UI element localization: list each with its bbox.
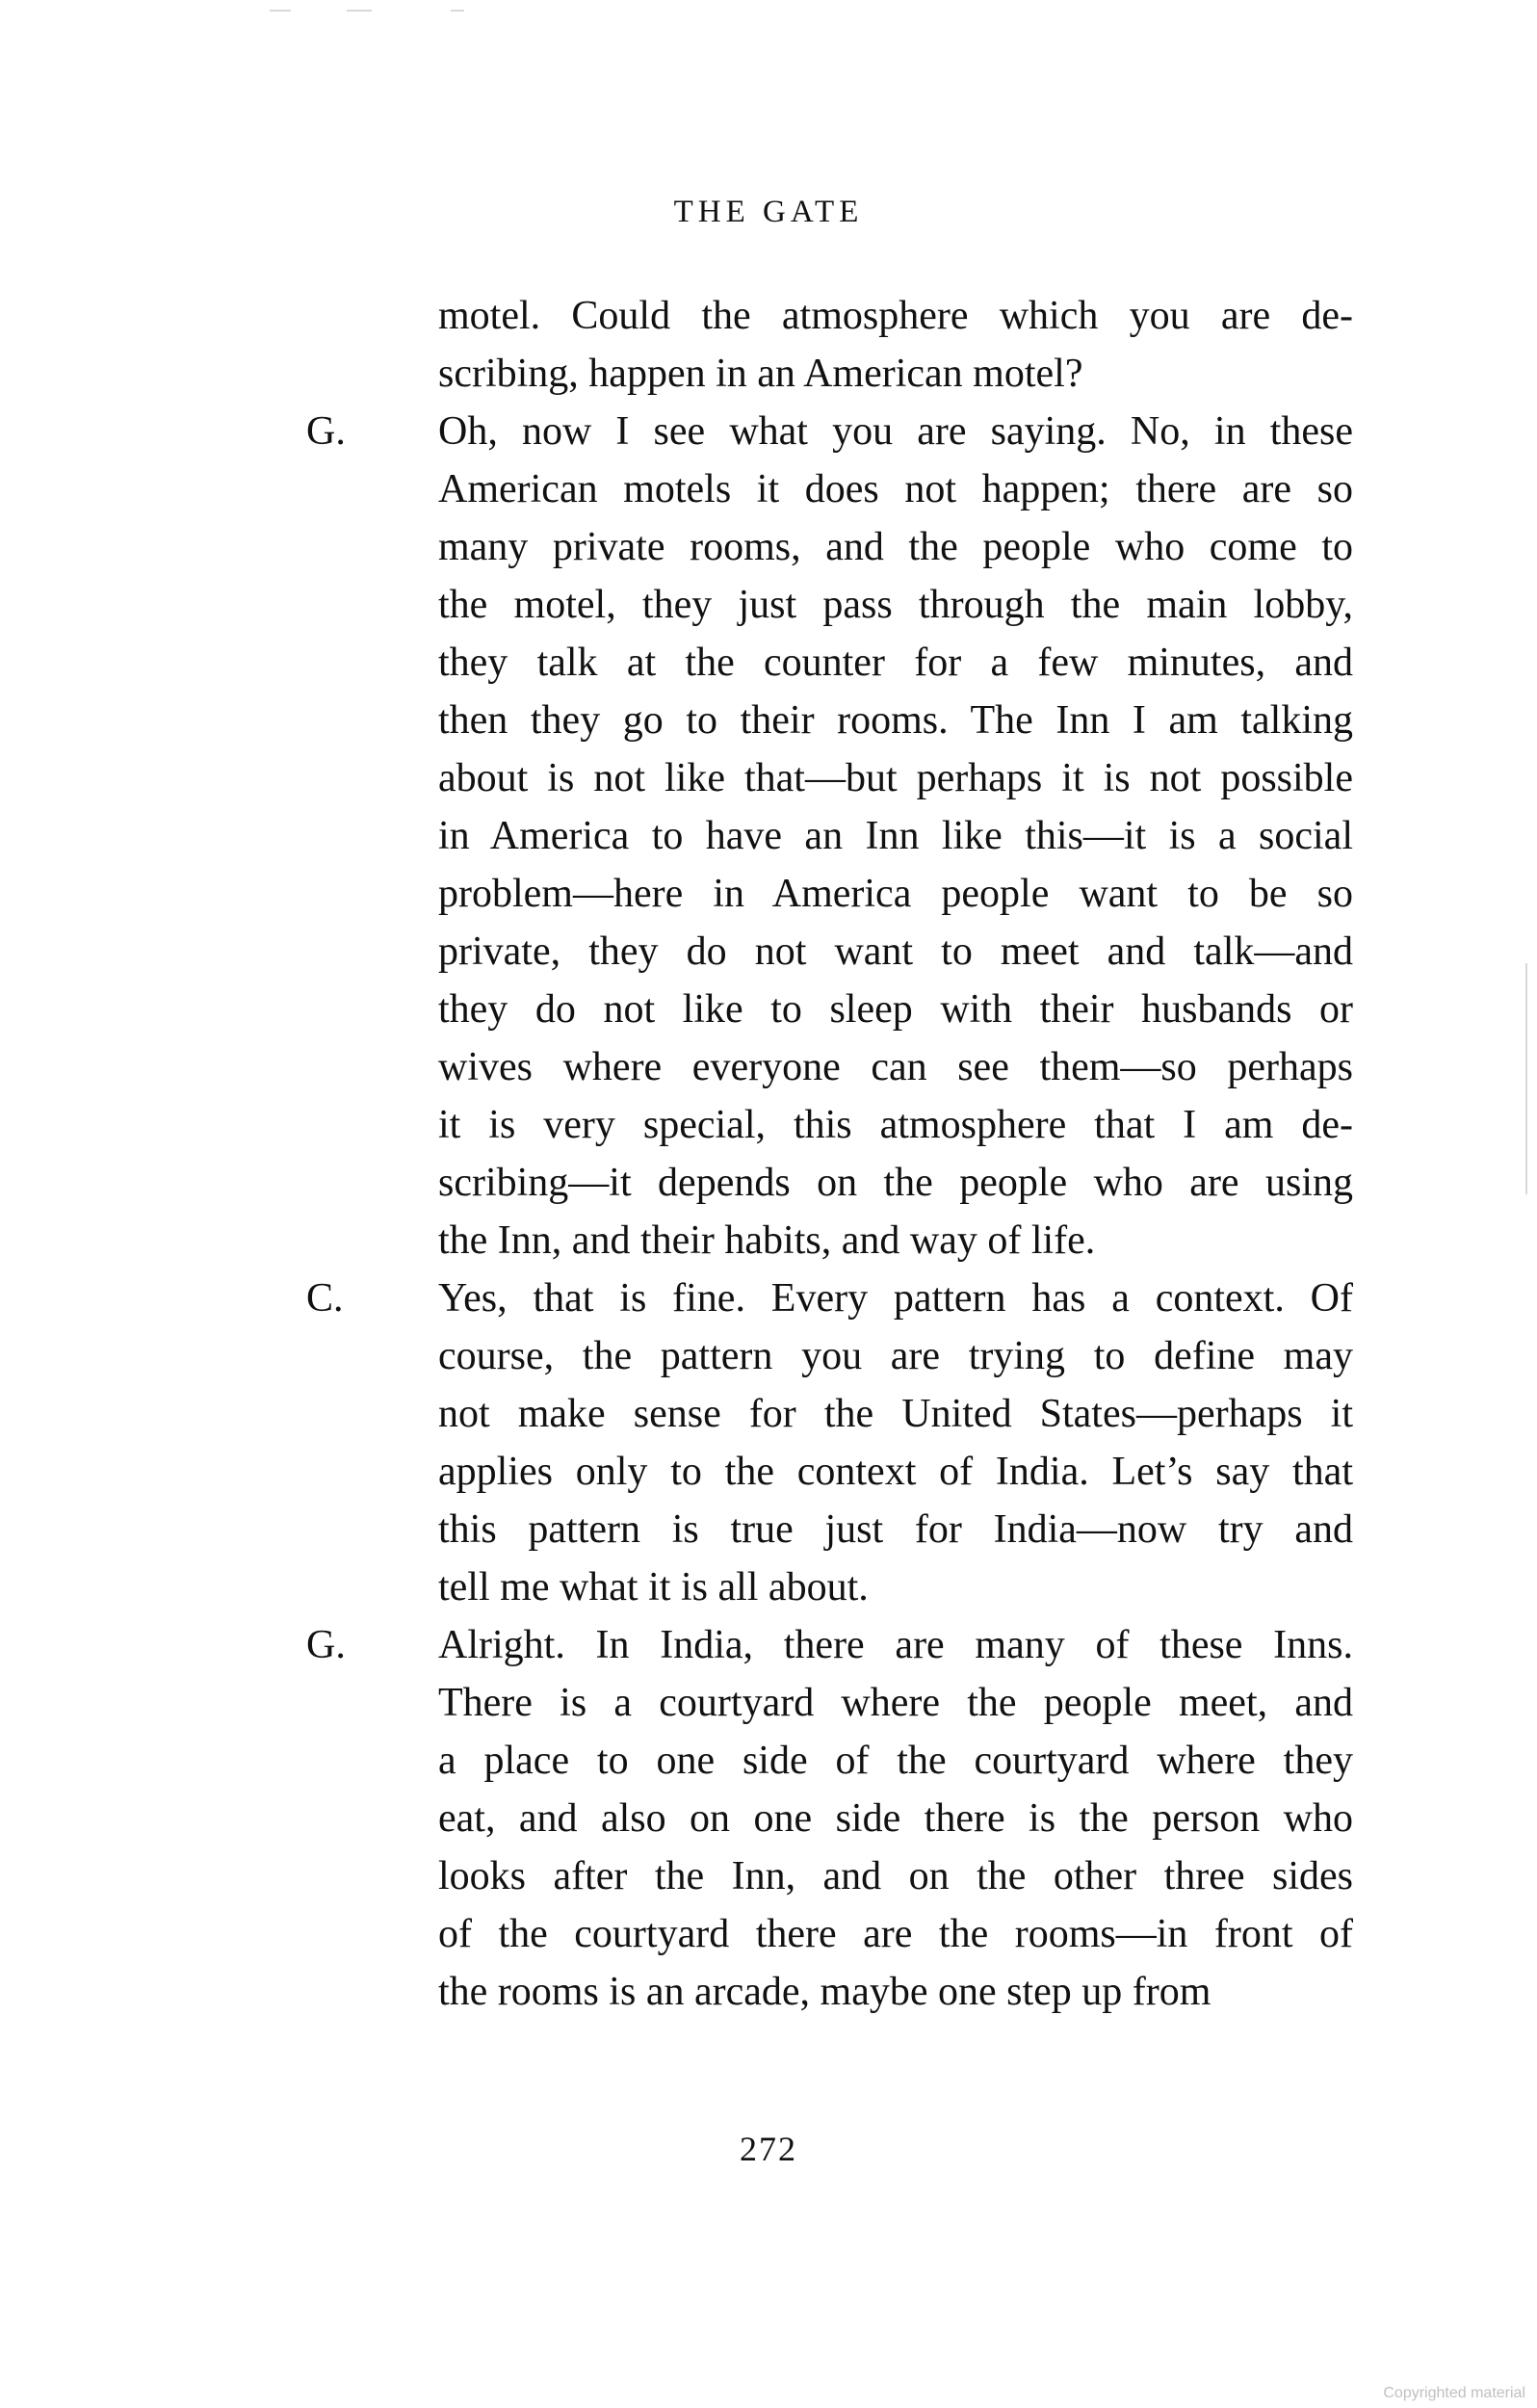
text-line: in America to have an Inn like this—it is a social xyxy=(438,814,1353,858)
text-line: looks after the Inn, and on the other three sides xyxy=(438,1854,1353,1898)
scan-edge-mark xyxy=(1525,963,1527,1194)
scan-edge-mark xyxy=(270,10,291,12)
page-number: 272 xyxy=(740,2130,797,2168)
text-line: scribing, happen in an American motel? xyxy=(438,352,1083,396)
text-line: Yes, that is fine. Every pattern has a context. Of xyxy=(438,1276,1353,1321)
text-line: the Inn, and their habits, and way of life. xyxy=(438,1218,1096,1263)
dialogue-body xyxy=(306,287,1356,2021)
text-line: wives where everyone can see them—so perhaps xyxy=(438,1045,1353,1089)
text-line: There is a courtyard where the people meet, and xyxy=(438,1681,1353,1725)
text-line: private, they do not want to meet and talk—and xyxy=(438,929,1353,974)
running-head: THE GATE xyxy=(673,195,864,229)
text-line: motel. Could the atmosphere which you are de- xyxy=(438,294,1353,338)
text-line: it is very special, this atmosphere that I am de- xyxy=(438,1103,1353,1147)
dialogue-turn xyxy=(306,1269,1356,1616)
dialogue-turn xyxy=(306,1616,1356,2021)
speaker-label: G. xyxy=(306,1623,346,1667)
text-line: about is not like that—but perhaps it is not possible xyxy=(438,756,1353,800)
text-line: scribing—it depends on the people who are using xyxy=(438,1161,1353,1205)
text-line: tell me what it is all about. xyxy=(438,1565,869,1610)
text-line: course, the pattern you are trying to define may xyxy=(438,1334,1353,1378)
text-line: of the courtyard there are the rooms—in front of xyxy=(438,1912,1353,1956)
text-line: many private rooms, and the people who come to xyxy=(438,525,1353,569)
text-line: eat, and also on one side there is the person who xyxy=(438,1796,1353,1841)
text-line: the rooms is an arcade, maybe one step up from xyxy=(438,1970,1211,2014)
text-line: they talk at the counter for a few minutes, and xyxy=(438,641,1353,685)
text-line: then they go to their rooms. The Inn I am talking xyxy=(438,698,1353,743)
text-line: Oh, now I see what you are saying. No, in these xyxy=(438,409,1353,454)
text-line: the motel, they just pass through the main lobby, xyxy=(438,583,1353,627)
text-line: a place to one side of the courtyard where they xyxy=(438,1739,1353,1783)
speaker-label: G. xyxy=(306,409,346,454)
dialogue-turn xyxy=(306,403,1356,1269)
scan-edge-mark xyxy=(347,10,372,12)
text-line: problem—here in America people want to be so xyxy=(438,872,1353,916)
text-line: not make sense for the United States—perhaps it xyxy=(438,1392,1353,1436)
text-line: American motels it does not happen; there are so xyxy=(438,467,1353,511)
dialogue-turn xyxy=(306,287,1356,403)
speaker-label: C. xyxy=(306,1276,344,1321)
scan-edge-mark xyxy=(451,10,464,12)
text-line: they do not like to sleep with their husbands or xyxy=(438,987,1353,1032)
text-line: this pattern is true just for India—now try and xyxy=(438,1507,1353,1552)
copyright-watermark: Copyrighted material xyxy=(1383,2385,1525,2401)
text-line: Alright. In India, there are many of these Inns. xyxy=(438,1623,1353,1667)
text-line: applies only to the context of India. Let’s say that xyxy=(438,1450,1353,1494)
